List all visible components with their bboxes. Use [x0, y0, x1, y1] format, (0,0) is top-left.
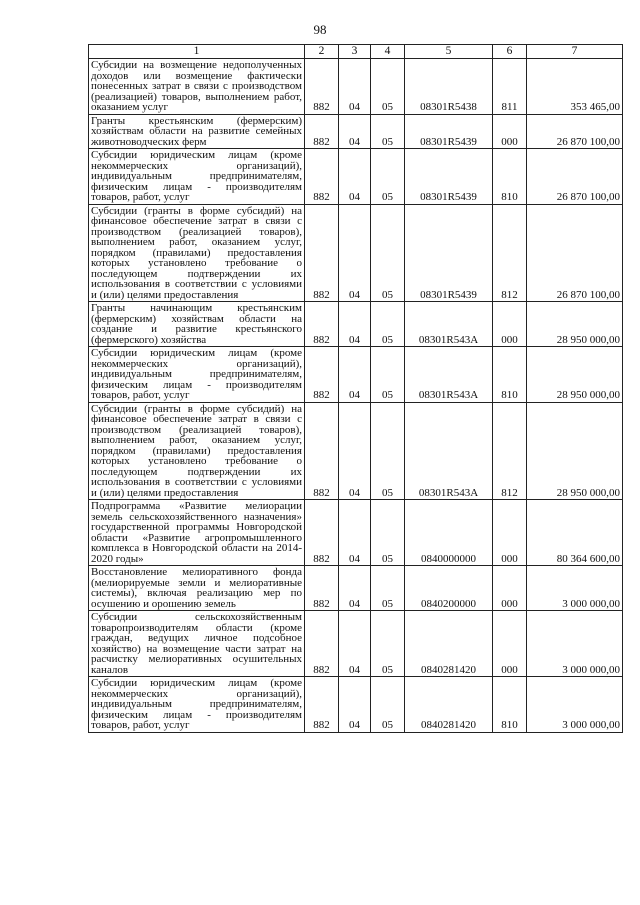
table-row [89, 677, 623, 733]
header-row [89, 45, 623, 59]
expense-type-code: 000 [493, 302, 527, 347]
subsection-code: 05 [371, 611, 405, 677]
table-row [89, 611, 623, 677]
amount: 353 465,00 [527, 59, 623, 115]
row-name: Субсидии (гранты в форме субсидий) на финансовое обеспечение затрат в связи с производством (реализацией товаров), выполнением работ, оказанием услуг, порядком (правилами) предоставления которых установлено требование о последующем подтверждении их использования в соответствии с условиями и (или) целями предоставления [89, 204, 305, 302]
expense-type-code: 810 [493, 347, 527, 403]
column-header: 2 [305, 45, 339, 59]
expense-type-code: 000 [493, 611, 527, 677]
target-code: 08301R5439 [405, 204, 493, 302]
ministry-code: 882 [305, 59, 339, 115]
subsection-code: 05 [371, 204, 405, 302]
ministry-code: 882 [305, 204, 339, 302]
row-name: Гранты крестьянским (фермерским) хозяйствам области на развитие семейных животноводческих ферм [89, 114, 305, 149]
target-code: 08301R5439 [405, 114, 493, 149]
subsection-code: 05 [371, 566, 405, 611]
amount: 26 870 100,00 [527, 149, 623, 205]
amount: 28 950 000,00 [527, 347, 623, 403]
page-number: 98 [313, 22, 327, 37]
ministry-code: 882 [305, 402, 339, 500]
table-row [89, 402, 623, 500]
amount: 80 364 600,00 [527, 500, 623, 566]
row-name: Субсидии (гранты в форме субсидий) на финансовое обеспечение затрат в связи с производством (реализацией товаров), выполнением работ, оказанием услуг, порядком (правилами) предоставления которых установлено требование о последующем подтверждении их использования в соответствии с условиями и (или) целями предоставления [89, 402, 305, 500]
target-code: 0840200000 [405, 566, 493, 611]
table-row [89, 347, 623, 403]
subsection-code: 05 [371, 347, 405, 403]
ministry-code: 882 [305, 677, 339, 733]
section-code: 04 [339, 611, 371, 677]
row-name: Субсидии юридическим лицам (кроме некоммерческих организаций), индивидуальным предпринимателям, физическим лицам - производителям товаров, работ, услуг [89, 149, 305, 205]
row-name: Субсидии на возмещение недополученных доходов или возмещение фактически понесенных затрат в связи с производством (реализацией) товаров, выполнением работ, оказанием услуг [89, 59, 305, 115]
ministry-code: 882 [305, 566, 339, 611]
subsection-code: 05 [371, 402, 405, 500]
table-row [89, 149, 623, 205]
subsection-code: 05 [371, 302, 405, 347]
column-header: 6 [493, 45, 527, 59]
section-code: 04 [339, 677, 371, 733]
amount: 3 000 000,00 [527, 611, 623, 677]
table-row [89, 302, 623, 347]
expense-type-code: 812 [493, 402, 527, 500]
ministry-code: 882 [305, 500, 339, 566]
subsection-code: 05 [371, 149, 405, 205]
table-row [89, 59, 623, 115]
amount: 3 000 000,00 [527, 677, 623, 733]
column-header: 3 [339, 45, 371, 59]
row-name: Подпрограмма «Развитие мелиорации земель сельскохозяйственного назначения» государственной программы Новгородской области «Развитие агропромышленного комплекса в Новгородской области на 2014-2020 годы» [89, 500, 305, 566]
target-code: 0840281420 [405, 677, 493, 733]
amount: 3 000 000,00 [527, 566, 623, 611]
budget-table [88, 44, 623, 733]
section-code: 04 [339, 149, 371, 205]
amount: 28 950 000,00 [527, 402, 623, 500]
section-code: 04 [339, 402, 371, 500]
subsection-code: 05 [371, 114, 405, 149]
expense-type-code: 000 [493, 566, 527, 611]
row-name: Гранты начинающим крестьянским (фермерским) хозяйствам области на создание и развитие крестьянского (фермерского) хозяйства [89, 302, 305, 347]
target-code: 08301R543A [405, 302, 493, 347]
section-code: 04 [339, 302, 371, 347]
section-code: 04 [339, 500, 371, 566]
row-name: Субсидии юридическим лицам (кроме некоммерческих организаций), индивидуальным предпринимателям, физическим лицам - производителям товаров, работ, услуг [89, 677, 305, 733]
amount: 28 950 000,00 [527, 302, 623, 347]
column-header: 7 [527, 45, 623, 59]
target-code: 08301R543A [405, 402, 493, 500]
target-code: 08301R543A [405, 347, 493, 403]
subsection-code: 05 [371, 677, 405, 733]
column-header: 5 [405, 45, 493, 59]
amount: 26 870 100,00 [527, 204, 623, 302]
section-code: 04 [339, 59, 371, 115]
expense-type-code: 811 [493, 59, 527, 115]
column-header: 1 [89, 45, 305, 59]
row-name: Субсидии сельскохозяйственным товаропроизводителям области (кроме граждан, ведущих личное подсобное хозяйство) на возмещение части затрат на расчистку мелиоративных осушительных каналов [89, 611, 305, 677]
table-row [89, 114, 623, 149]
section-code: 04 [339, 114, 371, 149]
table-row [89, 500, 623, 566]
subsection-code: 05 [371, 500, 405, 566]
expense-type-code: 810 [493, 149, 527, 205]
target-code: 0840000000 [405, 500, 493, 566]
section-code: 04 [339, 566, 371, 611]
column-header: 4 [371, 45, 405, 59]
ministry-code: 882 [305, 347, 339, 403]
ministry-code: 882 [305, 611, 339, 677]
expense-type-code: 000 [493, 500, 527, 566]
row-name: Субсидии юридическим лицам (кроме некоммерческих организаций), индивидуальным предпринимателям, физическим лицам - производителям товаров, работ, услуг [89, 347, 305, 403]
table-row [89, 566, 623, 611]
section-code: 04 [339, 347, 371, 403]
amount: 26 870 100,00 [527, 114, 623, 149]
ministry-code: 882 [305, 114, 339, 149]
target-code: 0840281420 [405, 611, 493, 677]
expense-type-code: 812 [493, 204, 527, 302]
ministry-code: 882 [305, 302, 339, 347]
row-name: Восстановление мелиоративного фонда (мелиорируемые земли и мелиоративные системы), включая реализацию мер по осушению и орошению земель [89, 566, 305, 611]
expense-type-code: 000 [493, 114, 527, 149]
section-code: 04 [339, 204, 371, 302]
table-row [89, 204, 623, 302]
expense-type-code: 810 [493, 677, 527, 733]
target-code: 08301R5438 [405, 59, 493, 115]
ministry-code: 882 [305, 149, 339, 205]
target-code: 08301R5439 [405, 149, 493, 205]
subsection-code: 05 [371, 59, 405, 115]
